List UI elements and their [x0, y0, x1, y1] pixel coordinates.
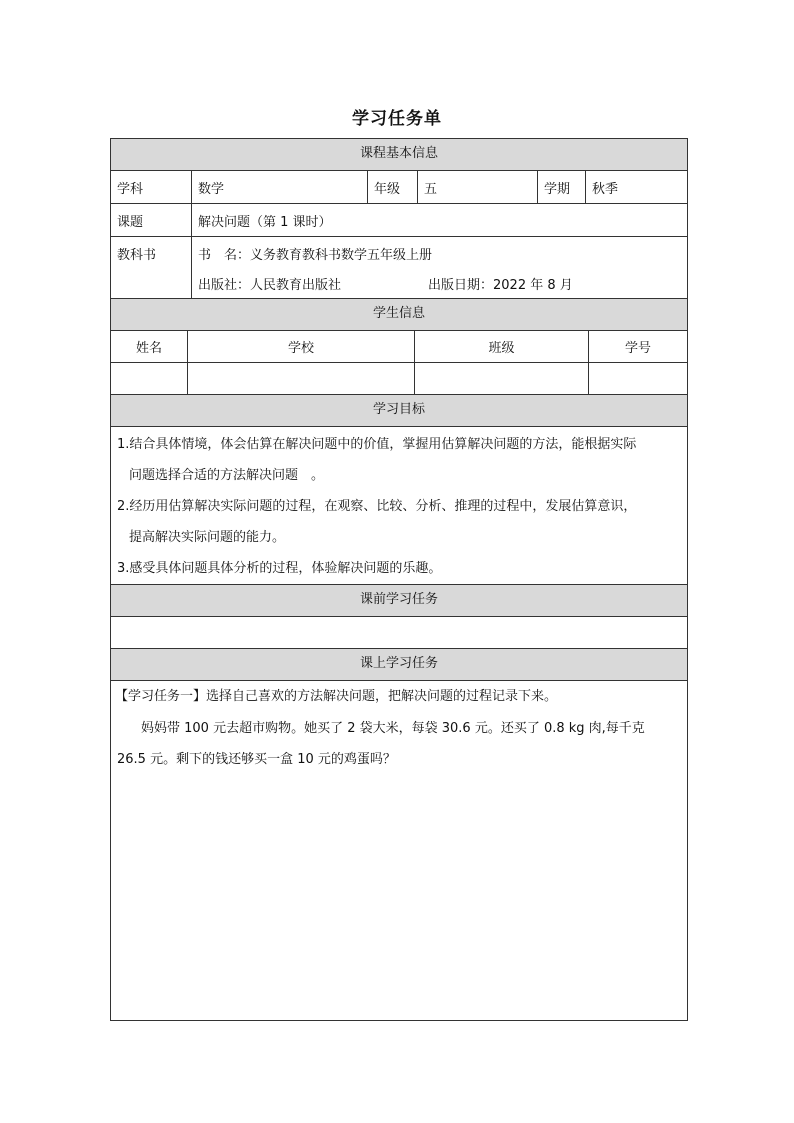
name-field[interactable]	[111, 363, 187, 394]
textbook-row	[111, 237, 687, 299]
in-class-content	[111, 681, 687, 1020]
student-id-field[interactable]	[588, 363, 687, 394]
pre-class-header-label: 课前学习任务	[359, 592, 438, 607]
book-name: 书 名：义务教育教科书数学五年级上册	[198, 248, 433, 263]
goals-header-label: 学习目标	[372, 402, 425, 417]
course-info-header	[111, 139, 687, 171]
publish-date: 出版日期：2022 年 8 月	[428, 278, 573, 293]
page-title: 学习任务单	[352, 109, 442, 129]
goals-header	[111, 395, 687, 427]
goal-item-3: 3.感受具体问题具体分析的过程，体验解决问题的乐趣。	[117, 561, 442, 576]
publisher: 出版社：人民教育出版社	[198, 278, 342, 293]
textbook-label: 教科书	[117, 248, 157, 263]
topic-row	[111, 204, 687, 237]
student-input-row	[111, 363, 687, 395]
topic-value: 解决问题（第 1 课时）	[191, 204, 687, 236]
grade-label: 年级	[367, 171, 417, 203]
school-field[interactable]	[187, 363, 414, 394]
topic-label: 课题	[117, 214, 144, 230]
in-class-header-label: 课上学习任务	[359, 656, 438, 671]
course-info-header-label: 课程基本信息	[359, 146, 438, 161]
student-info-header-label: 学生信息	[372, 306, 425, 321]
pre-class-content[interactable]	[111, 617, 687, 649]
pre-class-header	[111, 585, 687, 617]
in-class-header	[111, 649, 687, 681]
term-label: 学期	[537, 171, 585, 203]
problem-line-1: 妈妈带 100 元去超市购物。她买了 2 袋大米，每袋 30.6 元。还买了 0.8 kg 肉,每千克	[141, 721, 645, 736]
grade-value: 五	[417, 171, 537, 203]
textbook-details	[191, 237, 687, 298]
goal-item-2-line-1: 2.经历用估算解决实际问题的过程，在观察、比较、分析、推理的过程中，发展估算意识，	[117, 499, 637, 514]
problem-line-2: 26.5 元。剩下的钱还够买一盒 10 元的鸡蛋吗？	[117, 752, 396, 767]
goal-item-2-line-2: 提高解决实际问题的能力。	[129, 530, 286, 545]
student-columns-row	[111, 331, 687, 363]
col-school: 学校	[187, 331, 414, 362]
goals-content	[111, 427, 687, 585]
subject-value: 数学	[191, 171, 367, 203]
subject-label: 学科	[117, 181, 144, 197]
col-class: 班级	[414, 331, 588, 362]
task-sheet-table	[110, 138, 688, 1021]
student-info-header	[111, 299, 687, 331]
col-student-id: 学号	[588, 331, 687, 362]
goal-item-1-line-2: 问题选择合适的方法解决问题 。	[129, 468, 325, 483]
term-value: 秋季	[585, 171, 687, 203]
task-one-instruction: 【学习任务一】选择自己喜欢的方法解决问题，把解决问题的过程记录下来。	[115, 689, 558, 704]
goal-item-1-line-1: 1.结合具体情境，体会估算在解决问题中的价值，掌握用估算解决问题的方法，能根据实际	[117, 437, 637, 452]
col-name: 姓名	[135, 341, 162, 356]
class-field[interactable]	[414, 363, 588, 394]
subject-row	[111, 171, 687, 204]
